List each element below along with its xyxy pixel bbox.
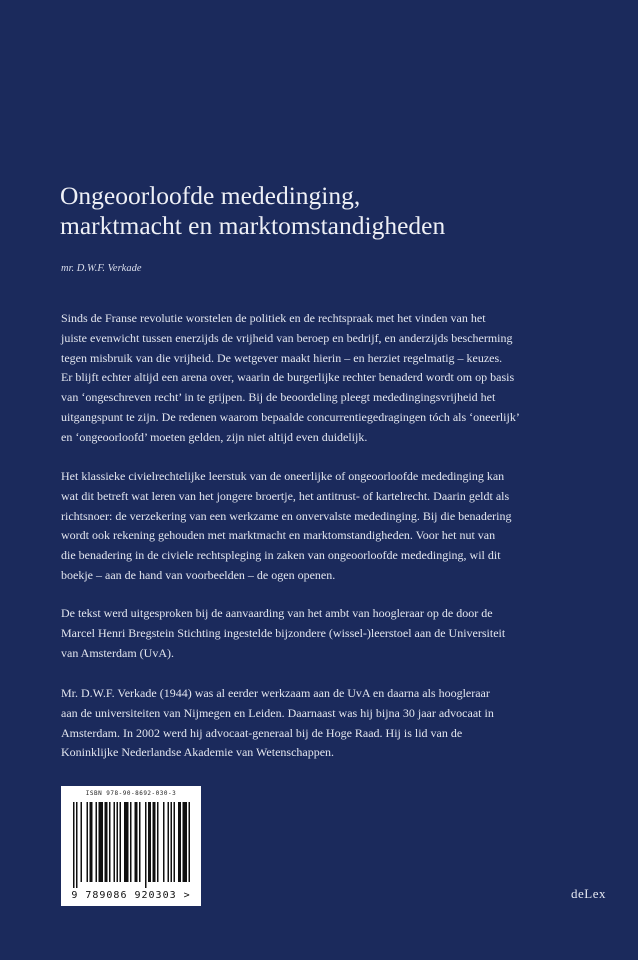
text-line: uitgangspunt te zijn. De redenen waarom bepaalde concurrentiegedragingen tóch als ‘oneerlijk’: [61, 409, 520, 424]
text-line: Er blijft echter altijd een arena over, waarin de burgerlijke rechter benaderd wordt om op basis: [61, 370, 515, 385]
text-line: richtsnoer: de verzekering van een werkzame en onvervalste mededinging. Bij die benadering: [61, 508, 512, 523]
text-line: Sinds de Franse revolutie worstelen de politiek en de rechtspraak met het vinden van het: [61, 311, 486, 325]
text-line: Marcel Henri Bregstein Stichting ingestelde bijzondere (wissel-)leerstoel aan de Universiteit: [61, 625, 506, 640]
text-line: die benadering in de civiele rechtspleging in zaken van ongeoorloofde mededinging, wil dit: [61, 548, 501, 563]
book-title: [60, 181, 580, 241]
text-line: De tekst werd uitgesproken bij de aanvaarding van het ambt van hoogleraar op de door de: [61, 606, 493, 620]
title-line: Ongeoorloofde mededinging,: [60, 181, 361, 210]
text-line: Amsterdam. In 2002 werd hij advocaat-generaal bij de Hoge Raad. Hij is lid van de: [61, 725, 463, 740]
text-line: Het klassieke civielrechtelijke leerstuk van de oneerlijke of ongeoorloofde mededinging kan: [61, 469, 505, 483]
isbn-label: ISBN 978-90-8692-030-3: [85, 790, 177, 797]
text-line: juiste evenwicht tussen enerzijds de vrijheid van beroep en bedrijf, en anderzijds bescherming: [61, 330, 513, 345]
publisher-logo: deLex: [571, 886, 606, 901]
text-line: van Amsterdam (UvA).: [61, 645, 174, 660]
author-name: mr. D.W.F. Verkade: [61, 263, 142, 274]
text-line: Mr. D.W.F. Verkade (1944) was al eerder werkzaam aan de UvA en daarna als hoogleraar: [61, 686, 490, 700]
isbn-barcode: [61, 786, 201, 906]
barcode-bars: [71, 802, 191, 888]
blurb-paragraph-1: [61, 309, 581, 448]
blurb-paragraph-2: [61, 467, 581, 586]
text-line: wat dit betreft wat leren van het jongere broertje, het antitrust- of kartelrecht. Daarin geldt als: [61, 488, 510, 503]
text-line: wordt ook rekening gehouden met marktmacht en marktomstandigheden. Voor het nut van: [61, 528, 496, 543]
ean-digits: 9 789086 920303 >: [71, 890, 191, 901]
text-line: van ‘ongeschreven recht’ in te grijpen. Bij de beoordeling pleegt mededingingsvrijheid het: [61, 390, 496, 405]
text-line: boekje – aan de hand van voorbeelden – de ogen openen.: [61, 567, 336, 582]
text-line: tegen misbruik van die vrijheid. De wetgever maakt hierin – en herziet regelmatig – keuzes.: [61, 350, 503, 365]
title-line: marktmacht en marktomstandigheden: [60, 211, 446, 240]
text-line: aan de universiteiten van Nijmegen en Leiden. Daarnaast was hij bijna 30 jaar advocaat in: [61, 705, 494, 720]
author-bio: [61, 684, 581, 763]
text-line: Koninklijke Nederlandse Akademie van Wetenschappen.: [61, 745, 335, 760]
text-line: en ‘ongeoorloofd’ moeten gelden, zijn niet altijd even duidelijk.: [61, 429, 368, 444]
blurb-paragraph-3: [61, 604, 581, 663]
